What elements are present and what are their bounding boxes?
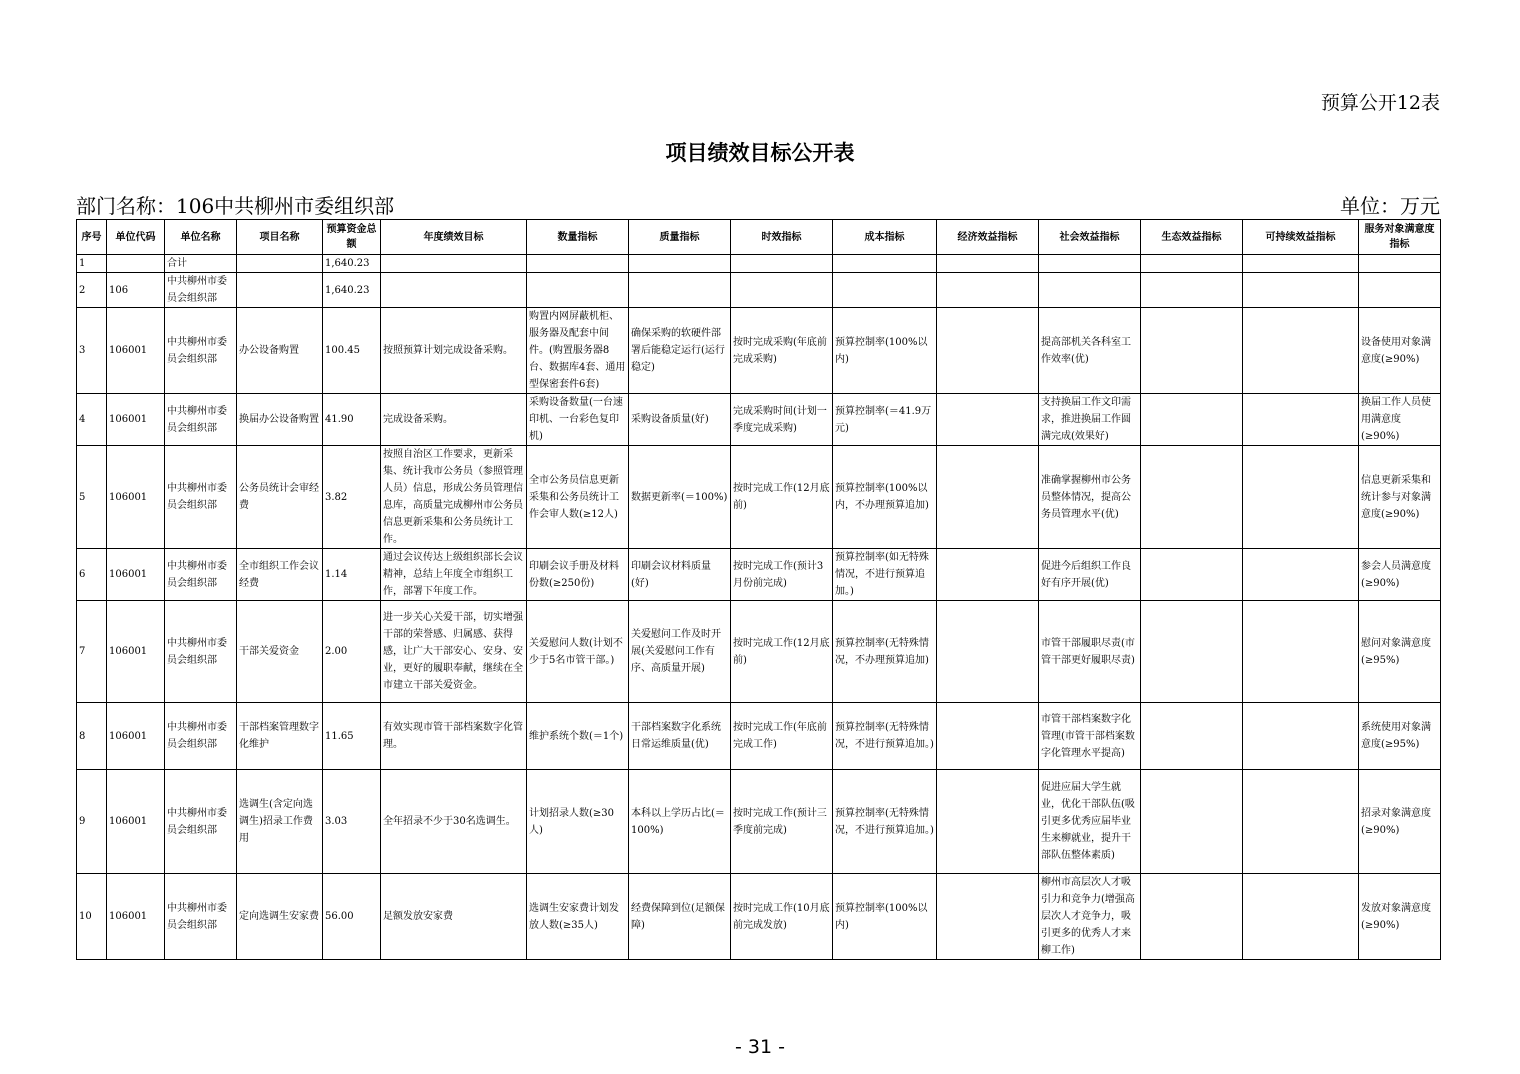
cell-quantity-indicator: 印刷会议手册及材料份数(≥250份) xyxy=(527,549,629,601)
cell-unit-code: 106001 xyxy=(107,394,165,446)
column-header: 社会效益指标 xyxy=(1039,220,1141,255)
cell-ecological-benefit xyxy=(1141,703,1243,770)
cell-economic-benefit xyxy=(937,394,1039,446)
cell-sustainable-benefit xyxy=(1243,394,1359,446)
cell-economic-benefit xyxy=(937,549,1039,601)
cell-seq: 10 xyxy=(77,874,107,960)
cell-quantity-indicator xyxy=(527,273,629,308)
cell-annual-goal: 足额发放安家费 xyxy=(381,874,527,960)
column-header: 项目名称 xyxy=(237,220,323,255)
cell-cost-indicator: 预算控制率(100%以内) xyxy=(833,308,937,394)
cell-annual-goal: 通过会议传达上级组织部长会议精神，总结上年度全市组织工作，部署下年度工作。 xyxy=(381,549,527,601)
cell-ecological-benefit xyxy=(1141,770,1243,874)
cell-social-benefit xyxy=(1039,273,1141,308)
cell-unit-code: 106001 xyxy=(107,770,165,874)
cell-quantity-indicator: 选调生安家费计划发放人数(≥35人) xyxy=(527,874,629,960)
cell-economic-benefit xyxy=(937,255,1039,273)
cell-ecological-benefit xyxy=(1141,273,1243,308)
table-row xyxy=(77,273,1441,308)
cell-economic-benefit xyxy=(937,770,1039,874)
cell-unit-code: 106001 xyxy=(107,446,165,549)
cell-quality-indicator: 数据更新率(＝100%) xyxy=(629,446,731,549)
cell-satisfaction-indicator: 参会人员满意度(≥90%) xyxy=(1359,549,1441,601)
cell-quality-indicator: 干部档案数字化系统日常运维质量(优) xyxy=(629,703,731,770)
cell-satisfaction-indicator: 换届工作人员使用满意度(≥90%) xyxy=(1359,394,1441,446)
cell-quality-indicator: 本科以上学历占比(＝100%) xyxy=(629,770,731,874)
cell-unit-name: 中共柳州市委员会组织部 xyxy=(165,770,237,874)
column-header: 生态效益指标 xyxy=(1141,220,1243,255)
cell-unit-name: 中共柳州市委员会组织部 xyxy=(165,273,237,308)
cell-timeliness-indicator: 按时完成工作(预计3月份前完成) xyxy=(731,549,833,601)
cell-budget-total: 100.45 xyxy=(323,308,381,394)
table-row xyxy=(77,446,1441,549)
cell-quantity-indicator: 采购设备数量(一台速印机、一台彩色复印机) xyxy=(527,394,629,446)
cell-quantity-indicator: 全市公务员信息更新采集和公务员统计工作会审人数(≥12人) xyxy=(527,446,629,549)
cell-unit-name: 合计 xyxy=(165,255,237,273)
cell-project-name: 选调生(含定向选调生)招录工作费用 xyxy=(237,770,323,874)
cell-timeliness-indicator: 完成采购时间(计划一季度完成采购) xyxy=(731,394,833,446)
cell-seq: 3 xyxy=(77,308,107,394)
column-header: 可持续效益指标 xyxy=(1243,220,1359,255)
cell-project-name: 全市组织工作会议经费 xyxy=(237,549,323,601)
table-row xyxy=(77,308,1441,394)
cell-satisfaction-indicator: 发放对象满意度(≥90%) xyxy=(1359,874,1441,960)
cell-quality-indicator: 印刷会议材料质量(好) xyxy=(629,549,731,601)
table-row xyxy=(77,770,1441,874)
cell-annual-goal: 全年招录不少于30名选调生。 xyxy=(381,770,527,874)
cell-cost-indicator: 预算控制率(无特殊情况，不办理预算追加) xyxy=(833,601,937,703)
cell-timeliness-indicator: 按时完成采购(年底前完成采购) xyxy=(731,308,833,394)
table-row xyxy=(77,255,1441,273)
cell-annual-goal: 完成设备采购。 xyxy=(381,394,527,446)
cell-social-benefit: 促进应届大学生就业，优化干部队伍(吸引更多优秀应届毕业生来柳就业，提升干部队伍整体素质) xyxy=(1039,770,1141,874)
cell-social-benefit: 支持换届工作文印需求，推进换届工作圆满完成(效果好) xyxy=(1039,394,1141,446)
cell-timeliness-indicator: 按时完成工作(12月底前) xyxy=(731,601,833,703)
cell-cost-indicator xyxy=(833,273,937,308)
cell-ecological-benefit xyxy=(1141,601,1243,703)
cell-ecological-benefit xyxy=(1141,549,1243,601)
cell-social-benefit: 准确掌握柳州市公务员整体情况，提高公务员管理水平(优) xyxy=(1039,446,1141,549)
table-row xyxy=(77,874,1441,960)
table-header-row xyxy=(77,220,1441,255)
cell-annual-goal: 有效实现市管干部档案数字化管理。 xyxy=(381,703,527,770)
cell-annual-goal: 按照自治区工作要求，更新采集、统计我市公务员（参照管理人员）信息，形成公务员管理信息库，高质量完成柳州市公务员信息更新采集和公务员统计工作。 xyxy=(381,446,527,549)
table-row xyxy=(77,601,1441,703)
cell-sustainable-benefit xyxy=(1243,770,1359,874)
cell-annual-goal: 进一步关心关爱干部，切实增强干部的荣誉感、归属感、获得感，让广大干部安心、安身、安业，更好的履职奉献，继续在全市建立干部关爱资金。 xyxy=(381,601,527,703)
meta-row xyxy=(76,190,1440,218)
cell-project-name: 定向选调生安家费 xyxy=(237,874,323,960)
table-row xyxy=(77,394,1441,446)
cell-unit-code: 106001 xyxy=(107,703,165,770)
cell-budget-total: 56.00 xyxy=(323,874,381,960)
cell-cost-indicator: 预算控制率(100%以内) xyxy=(833,874,937,960)
cell-budget-total: 1,640.23 xyxy=(323,255,381,273)
cell-social-benefit: 促进今后组织工作良好有序开展(优) xyxy=(1039,549,1141,601)
cell-project-name: 干部档案管理数字化维护 xyxy=(237,703,323,770)
table-row xyxy=(77,549,1441,601)
cell-unit-name: 中共柳州市委员会组织部 xyxy=(165,703,237,770)
column-header: 成本指标 xyxy=(833,220,937,255)
cell-cost-indicator: 预算控制率(＝41.9万元) xyxy=(833,394,937,446)
cell-quality-indicator xyxy=(629,255,731,273)
cell-social-benefit: 柳州市高层次人才吸引力和竞争力(增强高层次人才竞争力，吸引更多的优秀人才来柳工作) xyxy=(1039,874,1141,960)
cell-seq: 9 xyxy=(77,770,107,874)
cell-economic-benefit xyxy=(937,273,1039,308)
cell-unit-code: 106001 xyxy=(107,874,165,960)
cell-budget-total: 3.82 xyxy=(323,446,381,549)
cell-satisfaction-indicator: 设备使用对象满意度(≥90%) xyxy=(1359,308,1441,394)
cell-satisfaction-indicator: 慰问对象满意度(≥95%) xyxy=(1359,601,1441,703)
cell-satisfaction-indicator: 信息更新采集和统计参与对象满意度(≥90%) xyxy=(1359,446,1441,549)
cell-sustainable-benefit xyxy=(1243,273,1359,308)
cell-ecological-benefit xyxy=(1141,394,1243,446)
cell-economic-benefit xyxy=(937,601,1039,703)
column-header: 经济效益指标 xyxy=(937,220,1039,255)
cell-budget-total: 1.14 xyxy=(323,549,381,601)
cell-timeliness-indicator: 按时完成工作(年底前完成工作) xyxy=(731,703,833,770)
cell-quality-indicator: 关爱慰问工作及时开展(关爱慰问工作有序、高质量开展) xyxy=(629,601,731,703)
cell-sustainable-benefit xyxy=(1243,308,1359,394)
cell-unit-name: 中共柳州市委员会组织部 xyxy=(165,446,237,549)
cell-sustainable-benefit xyxy=(1243,703,1359,770)
cell-project-name: 办公设备购置 xyxy=(237,308,323,394)
cell-annual-goal xyxy=(381,255,527,273)
cell-quality-indicator: 采购设备质量(好) xyxy=(629,394,731,446)
cell-budget-total: 41.90 xyxy=(323,394,381,446)
column-header: 时效指标 xyxy=(731,220,833,255)
cell-unit-code: 106 xyxy=(107,273,165,308)
cell-project-name: 干部关爱资金 xyxy=(237,601,323,703)
cell-timeliness-indicator: 按时完成工作(10月底前完成发放) xyxy=(731,874,833,960)
cell-quantity-indicator: 计划招录人数(≥30人) xyxy=(527,770,629,874)
column-header: 质量指标 xyxy=(629,220,731,255)
cell-unit-code: 106001 xyxy=(107,549,165,601)
cell-project-name xyxy=(237,273,323,308)
cell-unit-name: 中共柳州市委员会组织部 xyxy=(165,549,237,601)
cell-satisfaction-indicator: 系统使用对象满意度(≥95%) xyxy=(1359,703,1441,770)
cell-ecological-benefit xyxy=(1141,308,1243,394)
cell-quantity-indicator: 关爱慰问人数(计划不少于5名市管干部。) xyxy=(527,601,629,703)
department-name: 部门名称：106中共柳州市委组织部 xyxy=(76,194,395,218)
cell-budget-total: 1,640.23 xyxy=(323,273,381,308)
cell-cost-indicator: 预算控制率(100%以内，不办理预算追加) xyxy=(833,446,937,549)
cell-sustainable-benefit xyxy=(1243,601,1359,703)
cell-timeliness-indicator: 按时完成工作(12月底前) xyxy=(731,446,833,549)
cell-budget-total: 3.03 xyxy=(323,770,381,874)
cell-seq: 6 xyxy=(77,549,107,601)
cell-quantity-indicator: 维护系统个数(＝1个) xyxy=(527,703,629,770)
cell-economic-benefit xyxy=(937,446,1039,549)
cell-annual-goal: 按照预算计划完成设备采购。 xyxy=(381,308,527,394)
cell-social-benefit: 市管干部档案数字化管理(市管干部档案数字化管理水平提高) xyxy=(1039,703,1141,770)
document-title: 项目绩效目标公开表 xyxy=(665,141,855,165)
cell-timeliness-indicator xyxy=(731,255,833,273)
cell-ecological-benefit xyxy=(1141,255,1243,273)
cell-satisfaction-indicator xyxy=(1359,255,1441,273)
column-header: 年度绩效目标 xyxy=(381,220,527,255)
cell-sustainable-benefit xyxy=(1243,255,1359,273)
cell-unit-code: 106001 xyxy=(107,601,165,703)
cell-ecological-benefit xyxy=(1141,446,1243,549)
cell-sustainable-benefit xyxy=(1243,446,1359,549)
cell-cost-indicator: 预算控制率(无特殊情况，不进行预算追加。) xyxy=(833,703,937,770)
cell-quantity-indicator xyxy=(527,255,629,273)
cell-project-name: 换届办公设备购置 xyxy=(237,394,323,446)
column-header: 预算资金总额 xyxy=(323,220,381,255)
column-header: 序号 xyxy=(77,220,107,255)
cell-project-name xyxy=(237,255,323,273)
unit-label: 单位：万元 xyxy=(1340,194,1440,218)
cell-cost-indicator: 预算控制率(如无特殊情况，不进行预算追加。) xyxy=(833,549,937,601)
cell-sustainable-benefit xyxy=(1243,874,1359,960)
table-number: 预算公开12表 xyxy=(1320,92,1440,114)
cell-unit-name: 中共柳州市委员会组织部 xyxy=(165,394,237,446)
cell-quantity-indicator: 购置内网屏蔽机柜、服务器及配套中间件。(购置服务器8台、数据库4套、通用型保密套件6套) xyxy=(527,308,629,394)
performance-table xyxy=(76,219,1441,960)
cell-unit-code: 106001 xyxy=(107,308,165,394)
cell-cost-indicator xyxy=(833,255,937,273)
cell-unit-name: 中共柳州市委员会组织部 xyxy=(165,874,237,960)
cell-quality-indicator: 经费保障到位(足额保障) xyxy=(629,874,731,960)
cell-budget-total: 11.65 xyxy=(323,703,381,770)
column-header: 单位代码 xyxy=(107,220,165,255)
cell-seq: 5 xyxy=(77,446,107,549)
cell-unit-name: 中共柳州市委员会组织部 xyxy=(165,308,237,394)
column-header: 数量指标 xyxy=(527,220,629,255)
cell-cost-indicator: 预算控制率(无特殊情况，不进行预算追加。) xyxy=(833,770,937,874)
cell-timeliness-indicator xyxy=(731,273,833,308)
cell-unit-code xyxy=(107,255,165,273)
cell-ecological-benefit xyxy=(1141,874,1243,960)
cell-satisfaction-indicator xyxy=(1359,273,1441,308)
cell-quality-indicator: 确保采购的软硬件部署后能稳定运行(运行稳定) xyxy=(629,308,731,394)
cell-social-benefit: 提高部机关各科室工作效率(优) xyxy=(1039,308,1141,394)
cell-quality-indicator xyxy=(629,273,731,308)
cell-annual-goal xyxy=(381,273,527,308)
cell-social-benefit xyxy=(1039,255,1141,273)
cell-unit-name: 中共柳州市委员会组织部 xyxy=(165,601,237,703)
cell-project-name: 公务员统计会审经费 xyxy=(237,446,323,549)
cell-economic-benefit xyxy=(937,874,1039,960)
cell-seq: 8 xyxy=(77,703,107,770)
cell-economic-benefit xyxy=(937,308,1039,394)
cell-seq: 7 xyxy=(77,601,107,703)
cell-seq: 2 xyxy=(77,273,107,308)
cell-budget-total: 2.00 xyxy=(323,601,381,703)
cell-timeliness-indicator: 按时完成工作(预计三季度前完成) xyxy=(731,770,833,874)
column-header: 服务对象满意度指标 xyxy=(1359,220,1441,255)
column-header: 单位名称 xyxy=(165,220,237,255)
cell-social-benefit: 市管干部履职尽责(市管干部更好履职尽责) xyxy=(1039,601,1141,703)
table-row xyxy=(77,703,1441,770)
cell-sustainable-benefit xyxy=(1243,549,1359,601)
cell-satisfaction-indicator: 招录对象满意度(≥90%) xyxy=(1359,770,1441,874)
page-number: - 31 - xyxy=(735,1036,785,1058)
cell-seq: 1 xyxy=(77,255,107,273)
cell-economic-benefit xyxy=(937,703,1039,770)
cell-seq: 4 xyxy=(77,394,107,446)
